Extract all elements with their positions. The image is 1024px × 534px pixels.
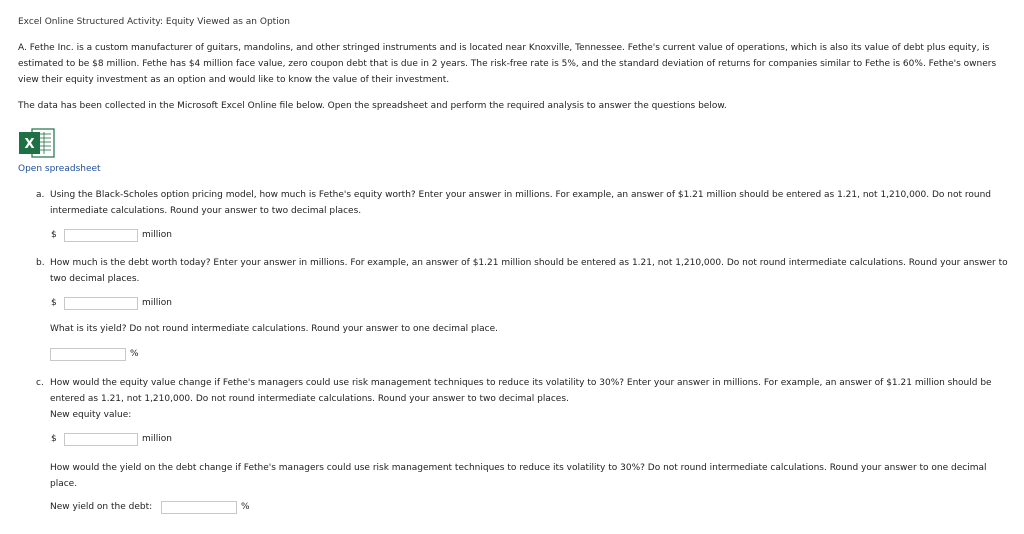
new-equity-value-input[interactable] — [64, 433, 138, 446]
intro-paragraph: A. Fethe Inc. is a custom manufacturer of guitars, mandolins, and other stringed instruments and is located near Knoxville, Tennessee. Fethe's current value of operations, which is also its value of debt plus equity, is estimated to be $8 million. Fethe has $4 million face value, zero coupon debt that is due in 2 years. The risk-free rate is 5%, and the standard deviation of returns for companies similar to Fethe is 60%. Fethe's owners view their equity investment as an option and would like to know the value of their investment. — [18, 43, 997, 85]
question-b-dollar: $ — [51, 298, 57, 308]
page-title: Excel Online Structured Activity: Equity Viewed as an Option — [18, 17, 290, 27]
question-a-unit: million — [142, 230, 172, 240]
new-debt-yield-input[interactable] — [161, 501, 237, 514]
question-b-unit: million — [142, 298, 172, 308]
question-b-text: How much is the debt worth today? Enter your answer in millions. For example, an answer of $1.21 million should be entered as 1.21, not 1,210,000. Do not round intermediate calculations. Round your answer to two decimal places. — [50, 258, 1008, 284]
question-a-dollar: $ — [51, 230, 57, 240]
new-debt-yield-unit: % — [241, 502, 250, 512]
debt-value-input[interactable] — [64, 297, 138, 310]
svg-text:X: X — [24, 137, 35, 152]
new-yield-question-text: How would the yield on the debt change if Fethe's managers could use risk management techniques to reduce its volatility to 30%? Do not round intermediate calculations. Round your answer to one decimal place. — [50, 463, 987, 489]
excel-icon[interactable] — [18, 126, 56, 160]
debt-yield-unit: % — [130, 349, 139, 359]
question-b — [36, 255, 1016, 287]
open-spreadsheet-link[interactable]: Open spreadsheet — [18, 164, 101, 174]
question-c-label: c. — [36, 378, 44, 388]
question-c-text: How would the equity value change if Fethe's managers could use risk management techniques to reduce its volatility to 30%? Enter your answer in millions. For example, an answer of $1.21 million should be entered as 1.21, not 1,210,000. Do not round intermediate calculations. Round your answer to two decimal places. — [50, 378, 992, 404]
new-yield-label: New yield on the debt: — [50, 502, 153, 512]
question-a-label: a. — [36, 190, 45, 200]
question-c-unit: million — [142, 434, 172, 444]
equity-value-input[interactable] — [64, 229, 138, 242]
question-a — [36, 187, 1016, 219]
question-c — [36, 375, 1016, 423]
question-b-label: b. — [36, 258, 45, 268]
debt-yield-input[interactable] — [50, 348, 126, 361]
question-a-text: Using the Black-Scholes option pricing model, how much is Fethe's equity worth? Enter your answer in millions. For example, an answer of $1.21 million should be entered as 1.21, not 1,210,000. Do not round intermediate calculations. Round your answer to two decimal places. — [50, 190, 991, 216]
data-note: The data has been collected in the Microsoft Excel Online file below. Open the spreadsheet and perform the required analysis to answer the questions below. — [18, 101, 727, 111]
yield-question-text: What is its yield? Do not round intermediate calculations. Round your answer to one decimal place. — [50, 324, 499, 334]
question-c-dollar: $ — [51, 434, 57, 444]
new-equity-value-label: New equity value: — [50, 410, 132, 420]
